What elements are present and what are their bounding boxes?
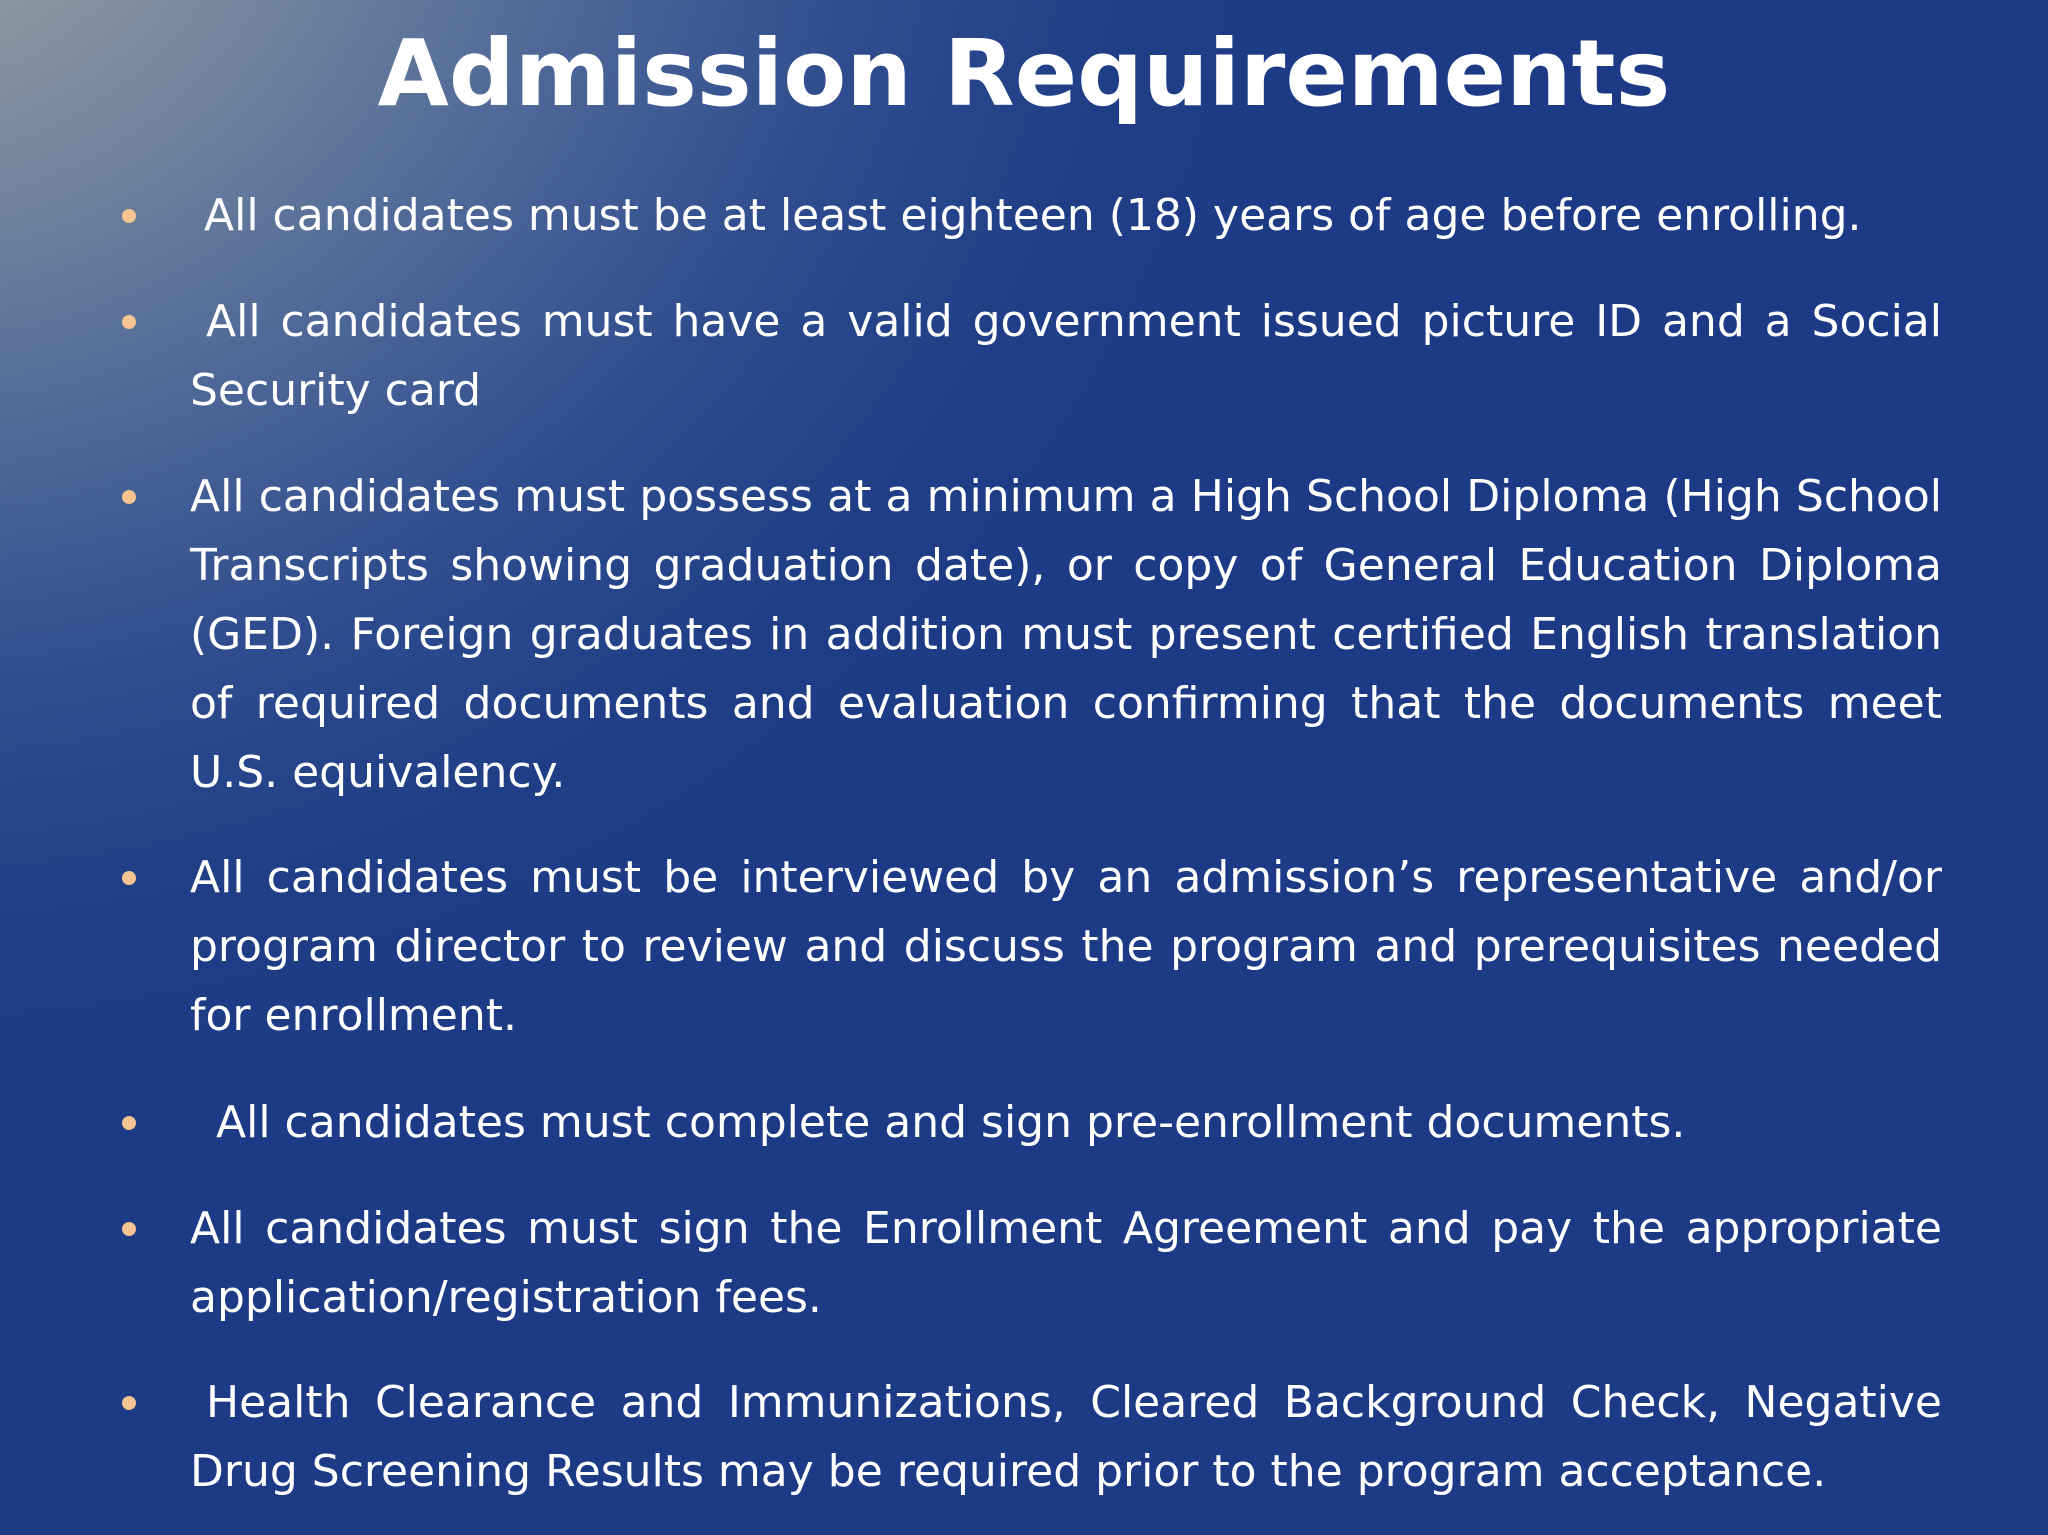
bullet-dot-icon <box>122 871 136 885</box>
requirement-item-age <box>190 181 1942 250</box>
requirement-text: All candidates must sign the Enrollment Agreement and pay the appropriate application/registration fees. <box>190 1203 1942 1323</box>
requirement-item-enrollment-agreement <box>190 1194 1942 1332</box>
bullet-dot-icon <box>122 315 136 329</box>
requirement-item-pre-enrollment <box>190 1088 1942 1157</box>
requirement-text: All candidates must be interviewed by an admission’s representative and/or program director to review and discuss the program and prerequisites needed for enrollment. <box>190 852 1942 1041</box>
requirement-text: All candidates must have a valid government issued picture ID and a Social Security card <box>190 296 1942 416</box>
requirement-text: Health Clearance and Immunizations, Cleared Background Check, Negative Drug Screening Results may be required prior to the program acceptance. <box>190 1377 1942 1497</box>
requirement-text: All candidates must complete and sign pre-enrollment documents. <box>216 1097 1686 1148</box>
requirement-item-interview <box>190 843 1942 1050</box>
bullet-dot-icon <box>122 1396 136 1410</box>
slide-title: Admission Requirements <box>377 20 1671 127</box>
requirement-text: All candidates must be at least eighteen (18) years of age before enrolling. <box>204 190 1862 241</box>
bullet-dot-icon <box>122 490 136 504</box>
requirement-item-health-clearance <box>190 1368 1942 1506</box>
bullet-dot-icon <box>122 1116 136 1130</box>
bullet-dot-icon <box>122 209 136 223</box>
requirement-item-diploma <box>190 462 1942 807</box>
requirement-item-id <box>190 287 1942 425</box>
bullet-dot-icon <box>122 1222 136 1236</box>
requirement-text: All candidates must possess at a minimum a High School Diploma (High School Transcripts showing graduation date), or copy of General Education Diploma (GED). Foreign graduates in addition must present certified English translation of required documents and evaluation confirming that the documents meet U.S. equivalency. <box>190 471 1942 798</box>
